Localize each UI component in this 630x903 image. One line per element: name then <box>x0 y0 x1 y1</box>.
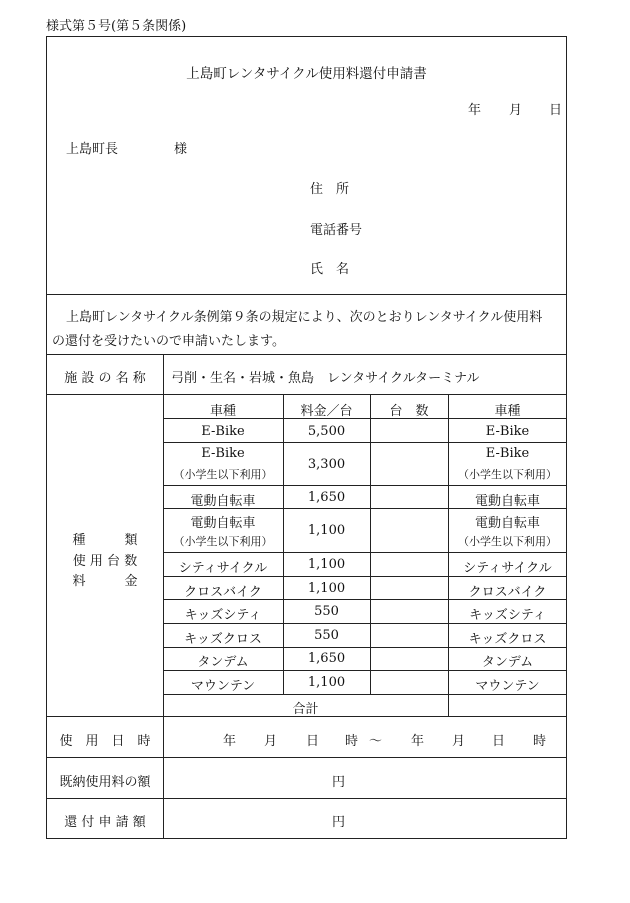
vehicle-name-right: E-Bike <box>485 424 530 439</box>
vehicle-name-right: タンデム <box>481 655 534 670</box>
statement-line-1: 上島町レンタサイクル条例第９条の規定により、次のとおりレンタサイクル使用料 <box>66 310 543 325</box>
vehicle-name: キッズクロス <box>184 632 262 647</box>
vehicle-name: キッズシティ <box>184 608 262 623</box>
vehicle-name: マウンテン <box>190 679 256 694</box>
vehicle-name-right: 電動自転車 <box>474 494 540 509</box>
date-day: 日 <box>549 103 563 118</box>
vehicle-note: （小学生以下利用） <box>173 535 273 548</box>
vehicle-name-right: キッズシティ <box>469 608 546 623</box>
types-label-count: 使 用 台 数 <box>72 554 138 569</box>
usage-datetime-label: 使 用 日 時 <box>59 734 151 749</box>
types-label-kind: 種 類 <box>72 533 138 548</box>
date-month: 月 <box>509 103 523 118</box>
form-title: 上島町レンタサイクル使用料還付申請書 <box>186 66 427 82</box>
total-label: 合計 <box>292 702 319 717</box>
vehicle-fee: 550 <box>314 604 339 619</box>
vehicle-name: 電動自転車 <box>190 494 256 509</box>
vehicle-fee: 3,300 <box>307 457 346 472</box>
vehicle-name-right: キッズクロス <box>468 632 547 647</box>
vehicle-name-right: E-Bike <box>485 446 530 461</box>
header-vehicle-type: 車種 <box>209 404 236 419</box>
applicant-name-label: 氏 名 <box>310 262 350 277</box>
usage-end-month: 月 <box>452 734 466 749</box>
vehicle-name: E-Bike <box>201 424 245 439</box>
header-fee-per-unit: 料金／台 <box>300 404 353 419</box>
vehicle-fee: 1,650 <box>307 490 346 505</box>
vehicle-name-right: 電動自転車 <box>474 516 540 531</box>
vehicle-fee: 1,100 <box>307 523 346 538</box>
vehicle-name: E-Bike <box>201 446 245 461</box>
usage-range-tilde: ～ <box>369 734 383 749</box>
vehicle-fee: 5,500 <box>307 424 346 439</box>
header-unit-count: 台 数 <box>389 404 429 419</box>
facility-name: 弓削・生名・岩城・魚島 レンタサイクルターミナル <box>171 371 480 386</box>
vehicle-fee: 1,100 <box>307 557 346 572</box>
applicant-phone-label: 電話番号 <box>310 223 363 238</box>
paid-fee-label: 既納使用料の額 <box>59 775 151 790</box>
vehicle-fee: 1,100 <box>307 675 346 690</box>
usage-end-hour: 時 <box>533 734 547 749</box>
vehicle-name-right: クロスバイク <box>468 585 547 600</box>
vehicle-name-right: シティサイクル <box>463 561 552 576</box>
paid-fee-unit: 円 <box>332 775 346 790</box>
types-label-fee: 料 金 <box>72 574 138 589</box>
refund-amount-unit: 円 <box>332 815 346 830</box>
vehicle-name-right: マウンテン <box>475 679 540 694</box>
vehicle-fee: 1,100 <box>307 581 346 596</box>
addressee-name: 上島町長 <box>66 142 119 157</box>
form-number-label: 様式第５号(第５条関係) <box>46 19 187 34</box>
statement-line-2: の還付を受けたいので申請いたします。 <box>52 334 285 349</box>
vehicle-name: クロスバイク <box>184 585 262 600</box>
vehicle-name: シティサイクル <box>178 561 268 576</box>
addressee-honorific: 様 <box>174 142 188 157</box>
usage-start-hour: 時 <box>345 734 359 749</box>
vehicle-fee: 1,650 <box>307 651 346 666</box>
usage-end-year: 年 <box>411 734 425 749</box>
vehicle-fee: 550 <box>314 628 339 643</box>
vehicle-name: タンデム <box>197 655 249 670</box>
usage-start-month: 月 <box>264 734 278 749</box>
usage-start-year: 年 <box>223 734 237 749</box>
vehicle-name: 電動自転車 <box>190 516 256 531</box>
vehicle-note: （小学生以下利用） <box>173 468 273 481</box>
refund-amount-label: 還 付 申 請 額 <box>64 815 146 830</box>
vehicle-note-right: （小学生以下利用） <box>458 468 557 481</box>
applicant-address-label: 住 所 <box>310 182 350 197</box>
header-vehicle-type-right: 車種 <box>494 404 521 419</box>
usage-end-day: 日 <box>492 734 506 749</box>
vehicle-note-right: （小学生以下利用） <box>458 535 557 548</box>
facility-label: 施 設 の 名 称 <box>64 371 146 386</box>
date-year: 年 <box>468 103 482 118</box>
usage-start-day: 日 <box>306 734 320 749</box>
